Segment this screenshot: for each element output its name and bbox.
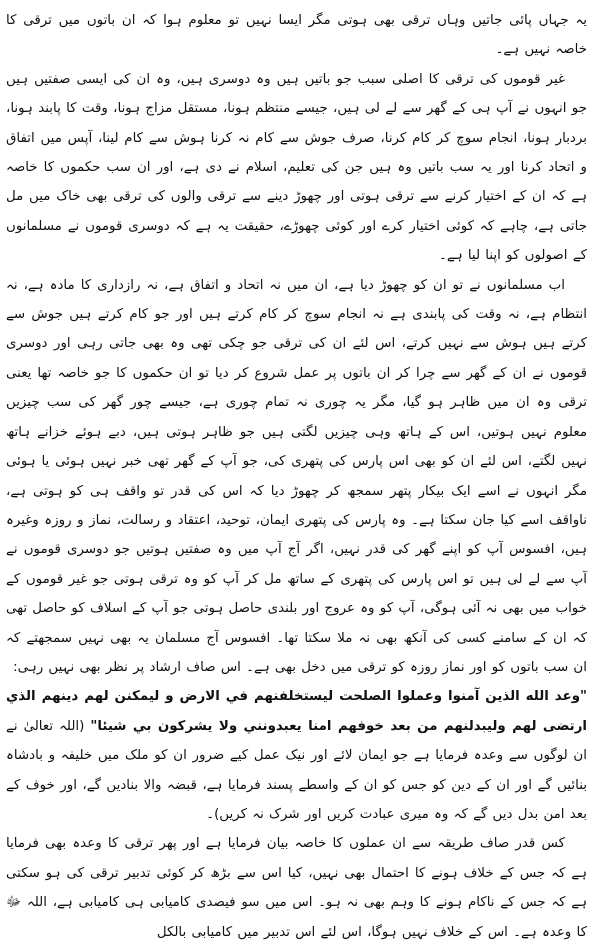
- paragraph-3: اب مسلمانوں نے تو ان کو چھوڑ دیا ہے، ان میں نہ اتحاد و اتفاق ہے، نہ رازداری کا مادہ ہے، نہ انتظام ہے، نہ وقت کی پابندی ہے نہ انجام سوچ کر کام کرتے ہیں اور جو کام کرتے ہیں جوش سے کرتے ہیں ہوش سے نہیں کرتے، اس لئے ان کی ترقی جو چکی تھی وہ بھی جاتی رہی اور دوسری قوموں نے ان کے گھر سے چرا کر ان باتوں پر عمل شروع کر دیا تو ان حکموں کا جو خاصہ تھا یعنی ترقی وہ ان میں ظاہر ہو گیا، مگر یہ چوری نہ تمام چوری ہے، جیسے چور گھر کی سب چیزیں معلوم نہیں ہوتیں، اس کے ہاتھ وہی چیزیں لگتی ہیں جو ظاہر ہوتی ہیں، دبے ہوئے خزانے ہاتھ نہیں لگتے، اس لئے ان کو بھی اس پارس کی پتھری کی، جو آپ کے گھر تھی خبر نہیں ہوئی یا ہوئی مگر انہوں نے اسے ایک بیکار پتھر سمجھ کر چھوڑ دیا کہ اس کی قدر تو واقف ہی کو ہوتی ہے، ناواقف اسے کیا جان سکتا ہے۔ وہ پارس کی پتھری ایمان، توحید، اعتقاد و رسالت، نماز و روزہ وغیرہ ہیں، افسوس آپ کو اپنے گھر کی قدر نہیں، اگر آج آپ میں وہ صفتیں ہوتیں جو دوسری قوموں نے آپ سے لے لی ہیں تو اس پارس کی پتھری کے ساتھ مل کر آپ کو وہ ترقی ہوتی جو غیر قوموں کے خواب میں بھی نہ آئی ہوگی، آپ کو وہ عروج اور بلندی حاصل ہوتی جو آپ کے اسلاف کو حاصل تھی کہ ان کے سامنے کسی کی آنکھ بھی نہ ملا سکتا تھا۔ افسوس آج مسلمان یہ بھی نہیں سمجھتے کہ ان سب باتوں کو اور نماز روزہ کو ترقی میں دخل بھی ہے۔ اس صاف ارشاد پر نظر بھی نہیں رہی:: [5, 277, 587, 675]
- paragraph-4: [6, 682, 587, 829]
- paragraph-2: غیر قوموں کی ترقی کا اصلی سبب جو باتیں ہیں وہ دوسری ہیں، وہ ان کی ایسی صفتیں ہیں جو انہوں نے آپ ہی کے گھر سے لے لی ہیں، جیسے منتظم ہونا، مستقل مزاج ہونا، وقت کا پابند ہونا، بردبار ہونا، انجام سوچ کر کام کرنا، صرف جوش سے کام نہ کرنا ہوش سے کام لینا، آپس میں اتفاق و اتحاد کرنا اور یہ سب باتیں وہ ہیں جن کی تعلیم، اسلام نے دی ہے، اور ان سب حکموں کا خاصہ ہے کہ ان کے اختیار کرنے سے ترقی ہوتی اور چھوڑ دینے سے ترقی والوں کی ترقی بھی خاک میں مل جاتی ہے، چاہے کہ کوئی اختیار کرے اور کوئی چھوڑے، حقیقت یہ ہے کہ دوسری قوموں نے مسلمانوں کے اصولوں کو اپنا لیا ہے۔: [6, 71, 588, 264]
- verse-translation: (اللہ تعالیٰ نے ان لوگوں سے وعدہ فرمایا ہے جو ایمان لائے اور نیک عمل کیے ضرور ان کو ملک میں خلیفہ و بادشاہ بنائیں گے اور ان کے دین کو جس کو ان کے واسطے پسند فرمایا ہے، قبضہ والا بنادیں گے، اور خوف کے بعد امن بدل دیں گے کہ وہ میری عبادت کریں اور شرک نہ کریں)۔: [6, 718, 587, 822]
- quran-verse: "وعد الله الذين آمنوا وعملوا الصلحت ليستخلفنهم في الارض و ليمكنن لهم دينهم الذي ارتضى لهم وليبدلنهم من بعد خوفهم امنا يعبدونني ولا يشركون بي شيئا": [6, 689, 587, 734]
- paragraph-1: یہ جہاں پائی جاتیں وہاں ترقی بھی ہوتی مگر ایسا نہیں تو معلوم ہوا کہ ان باتوں میں ترقی کا خاصہ نہیں ہے۔: [6, 13, 587, 58]
- paragraph-5: کس قدر صاف طریقہ سے ان عملوں کا خاصہ بیان فرمایا ہے اور پھر ترقی کا وعدہ بھی فرمایا ہے کہ جس کے خلاف ہونے کا احتمال بھی نہیں، کیا اس سے بڑھ کر کوئی تدبیر ترقی کی ہو سکتی ہے کہ جس کے ناکام ہونے کا وہم بھی نہ ہو۔ اس میں سو فیصدی کامیابی ہی کامیابی ہے، اللہ ﷻ کا وعدہ ہے۔ اس کے خلاف نہیں ہوگا، اس لئے اس تدبیر میں کامیابی بالکل: [6, 836, 587, 940]
